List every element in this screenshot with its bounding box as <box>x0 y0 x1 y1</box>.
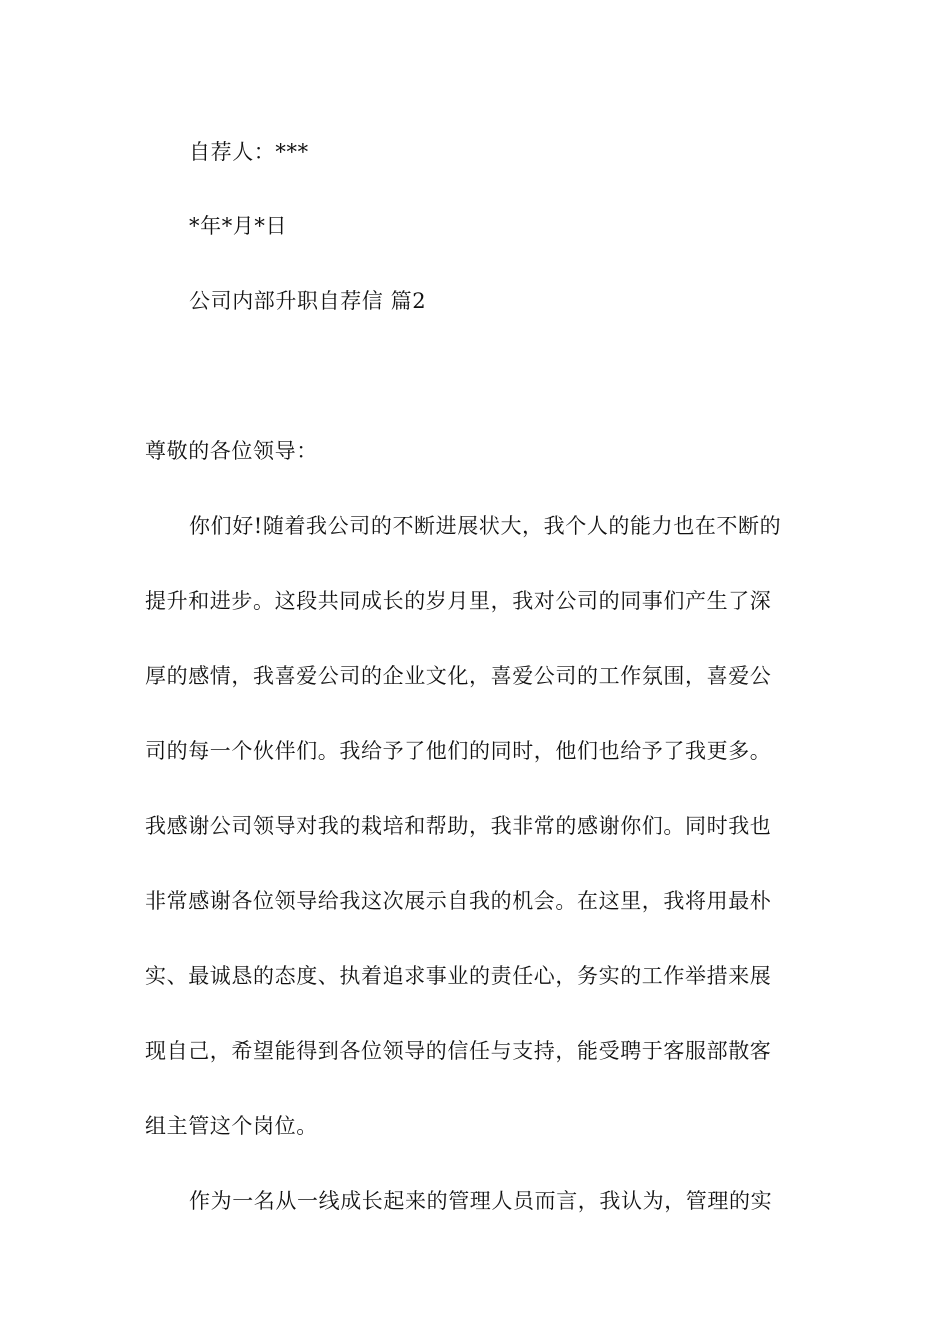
paragraph-line: 实、最诚恳的态度、执着追求事业的责任心，务实的工作举措来展 <box>145 964 772 988</box>
paragraph-line: 非常感谢各位领导给我这次展示自我的机会。在这里，我将用最朴 <box>145 889 772 913</box>
paragraph-line: 厚的感情，我喜爱公司的企业文化，喜爱公司的工作氛围，喜爱公 <box>145 664 772 688</box>
paragraph-line: 组主管这个岗位。 <box>145 1114 318 1138</box>
paragraph-line: 司的每一个伙伴们。我给予了他们的同时，他们也给予了我更多。 <box>145 739 772 763</box>
paragraph-line: 你们好!随着我公司的不断进展状大，我个人的能力也在不断的 <box>189 514 782 538</box>
paragraph-line: 作为一名从一线成长起来的管理人员而言，我认为，管理的实 <box>189 1189 773 1213</box>
paragraph-line: 现自己，希望能得到各位领导的信任与支持，能受聘于客服部散客 <box>145 1039 772 1063</box>
paragraph-line: 提升和进步。这段共同成长的岁月里，我对公司的同事们产生了深 <box>145 589 772 613</box>
section-title: 公司内部升职自荐信 篇2 <box>189 289 427 313</box>
signature-line: 自荐人：*** <box>189 140 309 164</box>
salutation: 尊敬的各位领导： <box>145 439 318 463</box>
date-line: *年*月*日 <box>189 214 288 238</box>
paragraph-line: 我感谢公司领导对我的栽培和帮助，我非常的感谢你们。同时我也 <box>145 814 772 838</box>
